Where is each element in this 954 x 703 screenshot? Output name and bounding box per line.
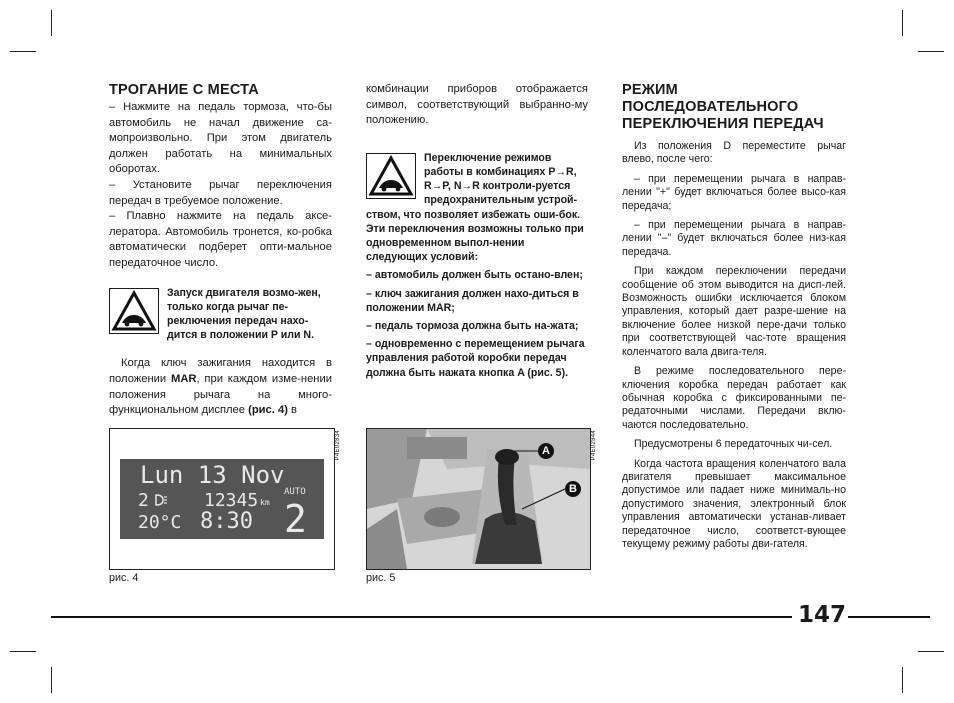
paragraph: комбинации приборов отображается символ, соответствующий выбранно-му положению. — [366, 83, 588, 127]
paragraph: – при перемещении рычага в направ-лении "+" будет включаться более высо-кая передача; — [622, 172, 846, 212]
paragraph: – Нажмите на педаль тормоза, что-бы автомобиль не начал движение са-мопроизвольно. При этом двигатель должен работать на минимальных оборотах. — [109, 101, 332, 176]
paragraph: – Плавно нажмите на педаль аксе-лератора. Автомобиль тронется, ко-робка автоматически подберет опти-мальное передаточное число. — [109, 210, 332, 269]
page-number: 147 — [798, 602, 847, 628]
section-heading-line: ПЕРЕКЛЮЧЕНИЯ ПЕРЕДАЧ — [622, 116, 824, 132]
condition-item: – педаль тормоза должна быть на-жата; — [366, 320, 579, 333]
paragraph: Из положения D переместите рычаг влево, после чего: — [622, 140, 846, 166]
text-run-bold: MAR — [171, 372, 197, 385]
display-time: 8:30 — [200, 509, 253, 534]
paragraph: В режиме последовательного пере-ключения коробка передач работает как обычная коробка с фиксированными пе-редаточными числами. Передачи вклю-чаются последовательно. — [622, 365, 846, 431]
display-date: Lun 13 Nov — [140, 461, 285, 489]
paragraph: – Установите рычаг переключения передач в требуемое положение. — [109, 178, 332, 207]
condition-item: – ключ зажигания должен нахо-диться в положении MAR; — [366, 287, 579, 314]
paragraph — [109, 356, 332, 418]
warning-car-icon — [109, 288, 159, 334]
figure-code: P4E02844 — [591, 430, 597, 461]
text-run: в — [287, 404, 297, 417]
display-km-unit: km — [260, 498, 270, 507]
crop-mark — [902, 10, 903, 36]
callout-b: B — [565, 481, 581, 497]
text-run: контроли-руется предохранительным устрой-ством, что позволяет избежать оши-бок. Эти переключения возможны только при одновременном выпол-нении следующих условий: — [366, 180, 584, 264]
text-run: , при каждом изме-нении положения рычага на много-функциональном дисплее — [109, 372, 332, 417]
warning-note — [109, 286, 332, 343]
display-odometer: 12345 — [204, 490, 259, 511]
crop-mark — [10, 651, 36, 652]
paragraph: Когда частота вращения коленчатого вала двигателя превышает максимальное допустимое или падает ниже минималь-но допустимого значения, электронный блок управления автоматически устанав-ливает передаточное число, соответст-вующее текущему режиму работы дви-гателя. — [622, 457, 846, 550]
figure-4-display — [109, 428, 335, 570]
text-run: Переключение режимов работы в комбинациях — [424, 151, 552, 178]
crop-mark — [902, 667, 903, 693]
display-auto-label: AUTO — [284, 487, 306, 497]
figure-code: P4E02834 — [335, 430, 341, 461]
multifunction-display — [120, 459, 324, 539]
text-run: Когда ключ зажигания находится в положении — [109, 357, 332, 385]
headlight-icon — [152, 492, 168, 508]
paragraph: При каждом переключении передачи сообщение об этом выводится на дисп-лей. Возможность ошибки исключается блоком управления, который дает разре-шение на включение более низкой пере-дачи только при соответствующей час-тоте вращения коленчатого вала двига-теля. — [622, 265, 846, 358]
section-heading-line: ПОСЛЕДОВАТЕЛЬНОГО — [622, 99, 799, 115]
figure-ref: (рис. 4) — [248, 404, 288, 417]
warning-text: Запуск двигателя возмо-жен, только когда рычаг пе-реключения передач нахо-дится в положении P или N. — [167, 286, 321, 342]
display-gear-small: 2 — [138, 490, 149, 511]
display-gear-large: 2 — [284, 497, 307, 541]
left-column — [109, 82, 332, 419]
crop-mark — [51, 10, 52, 36]
section-heading: ТРОГАНИЕ С МЕСТА — [109, 82, 259, 98]
figure-caption: рис. 5 — [366, 572, 396, 584]
middle-column — [366, 82, 588, 380]
figure-caption: рис. 4 — [109, 572, 139, 584]
text-run: P→R, R→P, N→R — [424, 165, 577, 193]
crop-mark — [918, 51, 944, 52]
callout-a: A — [538, 443, 554, 459]
gearshift-illustration — [367, 429, 590, 569]
right-column — [622, 82, 846, 557]
warning-note — [366, 151, 588, 380]
condition-item: – автомобиль должен быть остано-влен; — [366, 269, 583, 282]
footer-rule — [51, 616, 792, 618]
display-temperature: 20°C — [138, 512, 182, 533]
crop-mark — [918, 651, 944, 652]
section-heading-line: РЕЖИМ — [622, 82, 678, 98]
condition-item: – одновременно с перемещением рычага управления работой коробки передач должна быть нажата кнопка A (рис. 5). — [366, 338, 585, 379]
figure-5-gearshift — [366, 428, 591, 570]
footer-rule — [848, 616, 930, 618]
warning-car-icon — [366, 153, 416, 199]
paragraph: – при перемещении рычага в направ-лении "–" будет включаться более низ-кая передача. — [622, 219, 846, 258]
paragraph: Предусмотрены 6 передаточных чи-сел. — [634, 438, 833, 451]
crop-mark — [10, 51, 36, 52]
crop-mark — [51, 667, 52, 693]
